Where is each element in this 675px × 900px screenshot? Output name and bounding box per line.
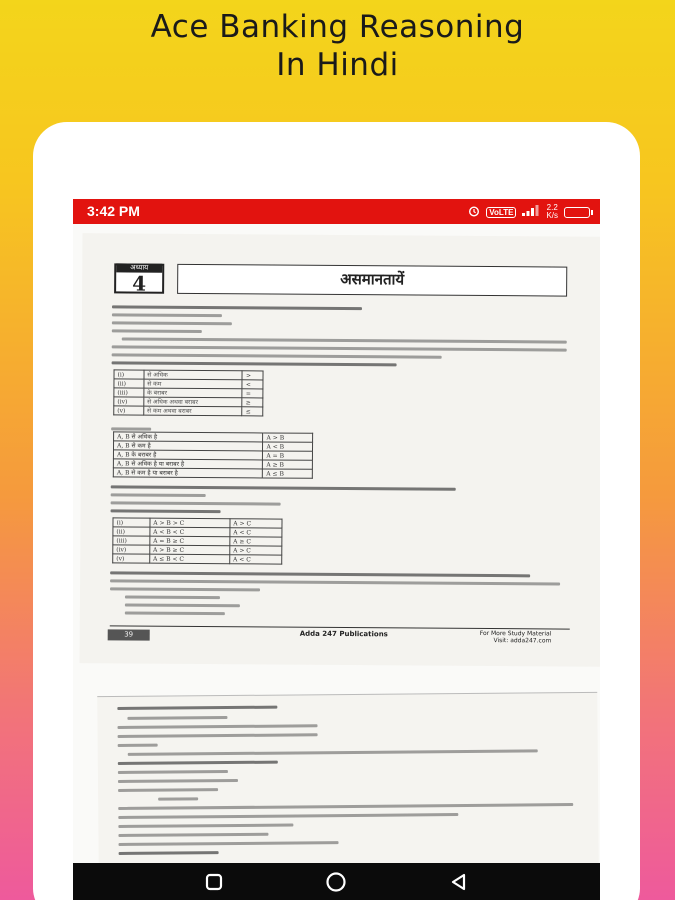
text-line: [158, 797, 198, 800]
example-table: [113, 431, 313, 478]
cell-result: A = B: [263, 451, 313, 460]
text-line: [111, 485, 456, 490]
text-line: [112, 329, 202, 333]
text-line: [118, 813, 458, 819]
text-line: [112, 361, 397, 366]
cell-num: (iii): [114, 388, 144, 397]
text-line: [125, 611, 225, 615]
text-line: [112, 313, 222, 317]
cell-result: A < C: [230, 555, 282, 564]
text-line: [111, 427, 151, 430]
table-row: [114, 406, 263, 416]
text-line: [118, 744, 158, 747]
text-line: [110, 587, 260, 591]
cell-symbol: <: [242, 380, 263, 389]
cell-given: A > B > C: [150, 518, 230, 528]
signal-icon: [522, 205, 540, 219]
cell-meaning: के बराबर: [144, 388, 243, 398]
table-row: [113, 554, 282, 564]
text-line: [118, 724, 318, 729]
cell-num: (v): [114, 406, 144, 415]
cell-result: A < B: [263, 442, 313, 451]
cell-num: (i): [113, 518, 150, 527]
promo-title-line2: In Hindi: [276, 47, 399, 83]
cell-num: (iv): [114, 397, 144, 406]
text-line: [111, 501, 281, 505]
cell-meaning: से अधिक: [144, 370, 243, 380]
cell-num: (ii): [114, 379, 144, 388]
text-line: [118, 733, 318, 738]
text-line: [118, 770, 228, 774]
chapter-label: अध्याय: [116, 263, 162, 272]
speed-unit: K/s: [546, 211, 558, 220]
cell-num: (iv): [113, 545, 150, 554]
cell-result: A > C: [230, 546, 282, 555]
text-line: [118, 761, 278, 765]
visit-text: Visit: adda247.com: [493, 637, 552, 645]
cell-meaning: से कम: [144, 379, 243, 389]
cell-statement: A, B से अधिक है या बराबर है: [113, 459, 263, 469]
chapter-number: 4: [132, 271, 147, 296]
promo-title: [0, 8, 675, 84]
cell-statement: A, B से अधिक है: [114, 432, 264, 442]
cell-statement: A, B के बराबर है: [113, 450, 263, 460]
symbol-table: [113, 369, 263, 416]
android-nav-bar: [73, 863, 600, 900]
text-line: [112, 353, 442, 358]
text-line: [118, 788, 218, 792]
cell-result: A < C: [230, 528, 282, 537]
cell-given: A = B ≥ C: [150, 536, 230, 546]
cell-result: A ≤ B: [263, 469, 313, 478]
cell-result: A ≥ C: [230, 537, 282, 546]
text-line: [110, 579, 560, 585]
cell-given: A > B ≥ C: [150, 545, 230, 555]
phone-screen: [73, 199, 600, 900]
cell-symbol: ≥: [242, 398, 263, 407]
combo-table: [112, 517, 282, 564]
volte-badge: VoLTE: [486, 207, 516, 218]
chapter-title: असमानतायें: [177, 264, 567, 297]
text-line: [122, 337, 567, 343]
cell-result: A > B: [263, 433, 313, 442]
text-line: [112, 345, 567, 351]
chapter-number-box: [114, 263, 164, 296]
battery-icon: [564, 207, 590, 218]
recent-apps-button[interactable]: [199, 867, 229, 897]
text-line: [125, 595, 220, 599]
text-line: [118, 833, 268, 837]
text-line: [112, 305, 362, 310]
promo-title-line1: Ace Banking Reasoning: [150, 9, 525, 45]
square-icon: [205, 873, 223, 891]
page-number: 39: [108, 629, 150, 640]
alarm-icon: [468, 205, 480, 220]
text-line: [111, 493, 206, 497]
circle-icon: [325, 871, 347, 893]
speed-value: 2.2: [546, 203, 558, 212]
more-study-text: For More Study Material: [479, 629, 552, 638]
cell-statement: A, B से कम है या बराबर है: [113, 468, 263, 478]
text-line: [125, 603, 240, 607]
status-time: 3:42 PM: [87, 203, 140, 219]
text-line: [119, 851, 219, 855]
cell-symbol: =: [242, 389, 263, 398]
text-line: [119, 841, 339, 846]
scanned-page-top: [80, 233, 600, 667]
footer-divider: [110, 625, 570, 629]
text-line: [111, 509, 221, 513]
text-line: [118, 823, 293, 828]
cell-num: (v): [113, 554, 150, 563]
network-speed: [546, 204, 558, 220]
cell-result: A > C: [230, 519, 282, 528]
text-line: [118, 779, 238, 783]
cell-meaning: से अधिक अथवा बराबर: [144, 397, 243, 407]
scanned-page-bottom: [97, 692, 599, 871]
text-line: [117, 706, 277, 710]
text-line: [112, 321, 232, 325]
text-line: [127, 716, 227, 720]
publisher-name: Adda 247 Publications: [299, 629, 388, 639]
home-button[interactable]: [321, 867, 351, 897]
back-button[interactable]: [444, 867, 474, 897]
text-line: [110, 571, 530, 577]
status-icons: [468, 204, 590, 220]
triangle-back-icon: [449, 872, 469, 892]
cell-symbol: >: [242, 371, 263, 380]
cell-symbol: ≤: [242, 407, 263, 416]
table-row: [113, 468, 312, 478]
cell-given: A ≤ B < C: [149, 554, 229, 564]
cell-num: (i): [114, 370, 144, 379]
cell-given: A < B < C: [150, 527, 230, 537]
cell-num: (iii): [113, 536, 150, 545]
text-line: [128, 749, 538, 756]
cell-num: (ii): [113, 527, 150, 536]
cell-meaning: से कम अथवा बराबर: [144, 406, 243, 416]
cell-result: A ≥ B: [263, 460, 313, 469]
status-bar: [73, 199, 600, 224]
text-line: [118, 803, 573, 810]
cell-statement: A, B से कम है: [113, 441, 263, 451]
study-material-note: [480, 630, 552, 645]
